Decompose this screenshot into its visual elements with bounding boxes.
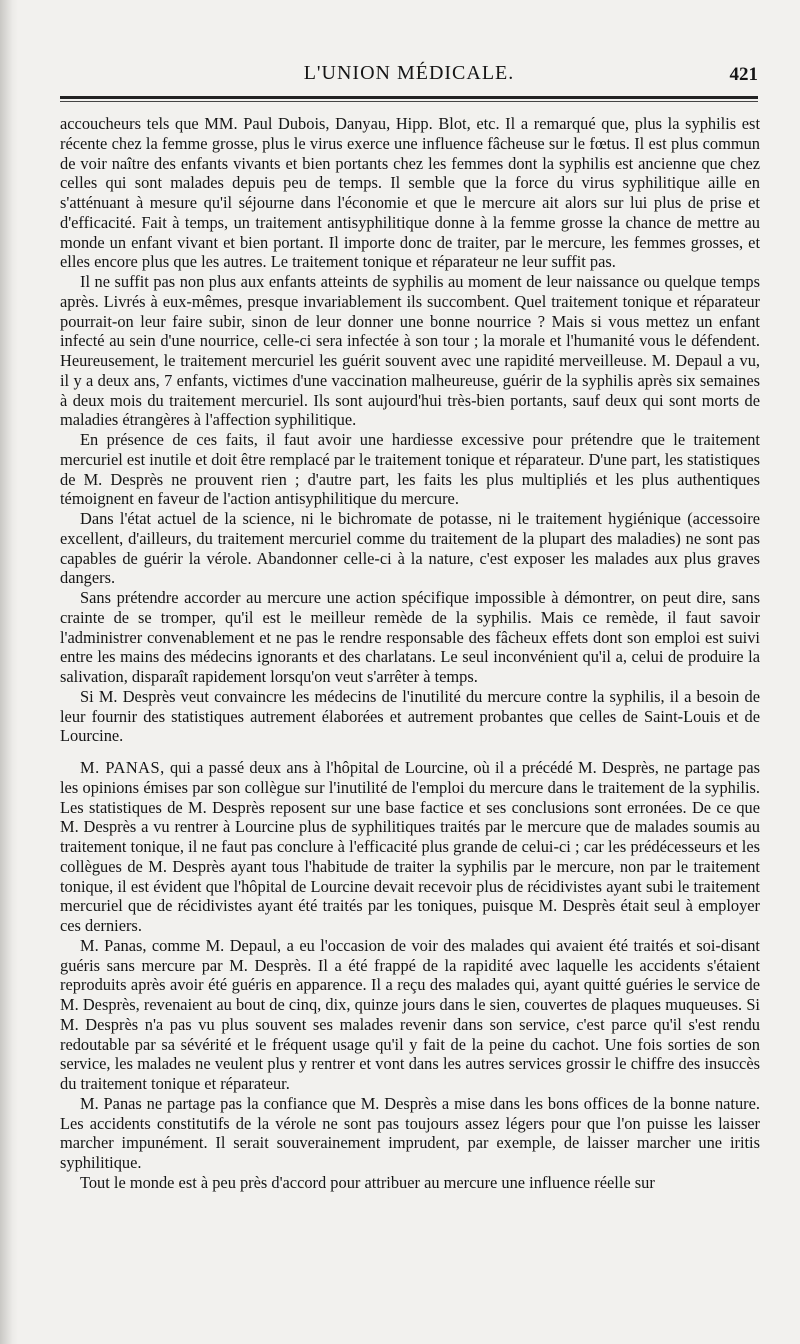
paragraph: En présence de ces faits, il faut avoir une hardiesse excessive pour prétendre que le traitement mercuriel est inutile et doit être remplacé par le traitement tonique et réparateur. D'une part, les statistiques de M. Desprès ne prouvent rien ; d'autre part, les faits les plus multipliés et les plus authentiques témoignent en faveur de l'action antisyphilitique du mercure. bbox=[60, 430, 760, 509]
paragraph: M. Panas, comme M. Depaul, a eu l'occasion de voir des malades qui avaient été traités et soi-disant guéris sans mercure par M. Desprès. Il a été frappé de la rapidité avec laquelle les accidents s'étaient reproduits après avoir été guéris en apparence. Il a reçu des malades qui, ayant quitté guéries le service de M. Desprès, revenaient au bout de cinq, dix, quinze jours dans le sien, couvertes de plaques muqueuses. Si M. Desprès n'a pas vu plus souvent ses malades revenir dans son service, c'est parce qu'il s'est rendu redoutable par sa sévérité et le fréquent usage qu'il y fait de la peine du cachot. Une fois sorties de son service, les malades ne veulent plus y rentrer et vont dans les autres services grossir le chiffre des insuccès du traitement tonique et réparateur. bbox=[60, 935, 760, 1093]
paragraph: Dans l'état actuel de la science, ni le bichromate de potasse, ni le traitement hygiénique (accessoire excellent, d'ailleurs, du traitement mercuriel comme du traitement de la plupart des maladies) ne sont pas capables de guérir la vérole. Abandonner celle-ci à la nature, c'est exposer les malades aux plus graves dangers. bbox=[60, 509, 760, 588]
header-rule-thin bbox=[60, 101, 758, 102]
journal-title: L'UNION MÉDICALE. bbox=[303, 62, 515, 84]
running-header bbox=[60, 62, 758, 94]
paragraph-panas-intervention bbox=[60, 758, 760, 936]
article-body bbox=[60, 114, 760, 1193]
header-rule-thick bbox=[60, 96, 758, 99]
paragraph: Tout le monde est à peu près d'accord pour attribuer au mercure une influence réelle sur bbox=[80, 1172, 655, 1192]
paragraph: M. Panas ne partage pas la confiance que M. Desprès a mise dans les bons offices de la bonne nature. Les accidents constitutifs de la vérole ne sont pas toujours assez légers pour que l'on puisse les laisser marcher impunément. Il serait souverainement imprudent, par exemple, de laisser marcher une iritis syphilitique. bbox=[60, 1093, 760, 1172]
paragraph: accoucheurs tels que MM. Paul Dubois, Danyau, Hipp. Blot, etc. Il a remarqué que, plus la syphilis est récente chez la femme grosse, plus le virus exerce une influence fâcheuse sur le fœtus. Il est plus commun de voir naître des enfants vivants et bien portants chez les femmes dont la syphilis est ancienne que chez celles qui sont malades depuis peu de temps. Il semble que la force du virus syphilitique aille en s'atténuant à mesure qu'il séjourne dans l'économie et que le mercure ait alors sur lui plus de prise et d'efficacité. Fait à temps, un traitement antisyphilitique donne à la femme grosse la chance de mettre au monde un enfant vivant et bien portant. Il importe donc de traiter, par le mercure, les femmes grosses, et elles encore plus que les autres. Le traitement tonique et réparateur ne leur suffit pas. bbox=[60, 114, 760, 272]
page-binding-shadow bbox=[0, 0, 18, 1344]
paragraph: Sans prétendre accorder au mercure une action spécifique impossible à démontrer, on peut dire, sans crainte de se tromper, qu'il est le meilleur remède de la syphilis. Mais ce remède, il faut savoir l'administrer convenablement et ne pas le rendre responsable des fâcheux effets dont son emploi est suivi entre les mains des médecins ignorants et des charlatans. Le seul inconvénient qu'il a, celui de produire la salivation, disparaît rapidement lorsqu'on veut s'arrêter à temps. bbox=[60, 588, 760, 686]
page-number: 421 bbox=[729, 64, 758, 85]
paragraph-text: qui a passé deux ans à l'hôpital de Lourcine, où il a précédé M. Desprès, ne partage pas les opinions émises par son collègue sur l'inutilité de l'emploi du mercure dans le traitement de la syphilis. Les statistiques de M. Desprès reposent sur une base factice et ses conclusions sont erronées. De ce que M. Desprès a vu rentrer à Lourcine plus de syphilitiques traités par le mercure que de malades soumis au traitement tonique, il ne faut pas conclure à l'efficacité plus grande de celui-ci ; car les prédécesseurs et les collègues de M. Desprès ayant tous l'habitude de traiter la syphilis par le mercure, non par le traitement tonique, il est évident que l'hôpital de Lourcine devait recevoir plus de récidivistes ayant subi le traitement mercuriel que de récidivistes ayant été traités par les toniques, puisque M. Desprès était seul à employer ces derniers. bbox=[60, 758, 760, 935]
paragraph: Il ne suffit pas non plus aux enfants atteints de syphilis au moment de leur naissance ou quelque temps après. Livrés à eux-mêmes, presque invariablement ils succombent. Quel traitement tonique et réparateur pourrait-on leur faire subir, sinon de leur donner une bonne nourrice ? Mais si vous mettez un enfant infecté au sein d'une nourrice, celle-ci sera infectée à son tour ; la morale et l'humanité vous le défendent. Heureusement, le traitement mercuriel les guérit souvent avec une rapidité merveilleuse. M. Depaul a vu, il y a deux ans, 7 enfants, victimes d'une vaccination malheureuse, guérir de la syphilis après six semaines à deux mois du traitement mercuriel. Ils sont aujourd'hui très-bien portants, sauf deux qui sont morts de maladies étrangères à l'affection syphilitique. bbox=[60, 272, 760, 430]
speaker-name: M. PANAS, bbox=[80, 758, 165, 777]
paragraph: Si M. Desprès veut convaincre les médecins de l'inutilité du mercure contre la syphilis, il a besoin de leur fournir des statistiques autrement élaborées et autrement probantes que celles de Saint-Louis et de Lourcine. bbox=[60, 686, 760, 746]
